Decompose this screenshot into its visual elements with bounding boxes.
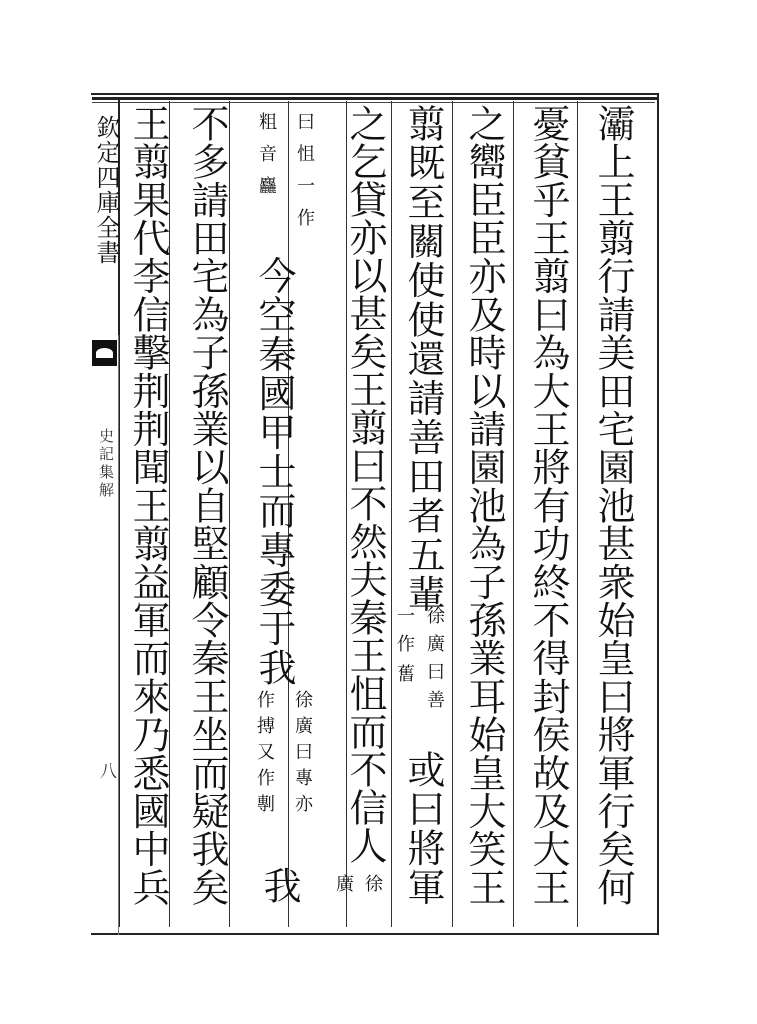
annotation-top-right: 曰怚一作 xyxy=(294,112,315,240)
column-text: 翦既至關使使還請善田者五輩 xyxy=(401,104,445,614)
margin-book-title: 欽定四庫全書 xyxy=(92,115,120,265)
margin-page-number: 八 xyxy=(96,762,116,779)
column-text: 今空秦國甲士而專委于我 xyxy=(252,256,296,688)
text-column-8 xyxy=(125,104,171,924)
text-column-7 xyxy=(184,104,230,924)
column-divider xyxy=(577,101,578,927)
column-divider xyxy=(452,101,453,927)
annotation-right: 徐廣曰專亦 xyxy=(292,690,313,820)
column-divider xyxy=(513,101,514,927)
column-divider xyxy=(391,101,392,927)
text-column-1 xyxy=(590,104,636,924)
fish-tail-mark xyxy=(92,340,117,366)
annotation-left: 廣 xyxy=(333,874,354,902)
column-text: 我 xyxy=(257,866,301,906)
column-text: 王翦果代李信擊荆荆聞王翦益軍而來乃悉國中兵 xyxy=(126,104,170,907)
annotation-left: 一作 xyxy=(394,606,415,662)
column-text: 之嚮臣臣亦及時以請園池為子孫業耳始皇大笑王 xyxy=(462,104,506,907)
annotation-top-left: 粗音麤 xyxy=(256,112,277,208)
annotation-right: 徐廣曰善 xyxy=(424,606,445,718)
text-column-3 xyxy=(461,104,507,924)
annotation-right: 徐 xyxy=(362,874,383,902)
text-column-2 xyxy=(525,104,571,924)
column-text: 憂貧乎王翦曰為大王將有功終不得封侯故及大王 xyxy=(526,104,570,907)
fold-line xyxy=(118,335,119,935)
column-text: 灞上王翦行請美田宅園池甚衆始皇曰將軍行矣何 xyxy=(591,104,635,907)
text-column-5 xyxy=(342,104,388,924)
text-column-4-continued xyxy=(400,750,446,930)
margin-section-title: 史記集解 xyxy=(97,428,115,500)
column-text: 之乞貸亦以甚矣王翦曰不然夫秦王怚而不信人 xyxy=(343,104,387,864)
column-text: 或曰將軍 xyxy=(401,750,445,907)
text-column-6-continued xyxy=(256,866,302,926)
annotation-left: 作搏又作剸 xyxy=(254,690,275,820)
text-column-6 xyxy=(251,256,297,696)
column-text: 不多請田宅為子孫業以自堅顧令秦王坐而疑我矣 xyxy=(185,104,229,907)
annotation-left-char: 𦾔 xyxy=(394,664,415,692)
